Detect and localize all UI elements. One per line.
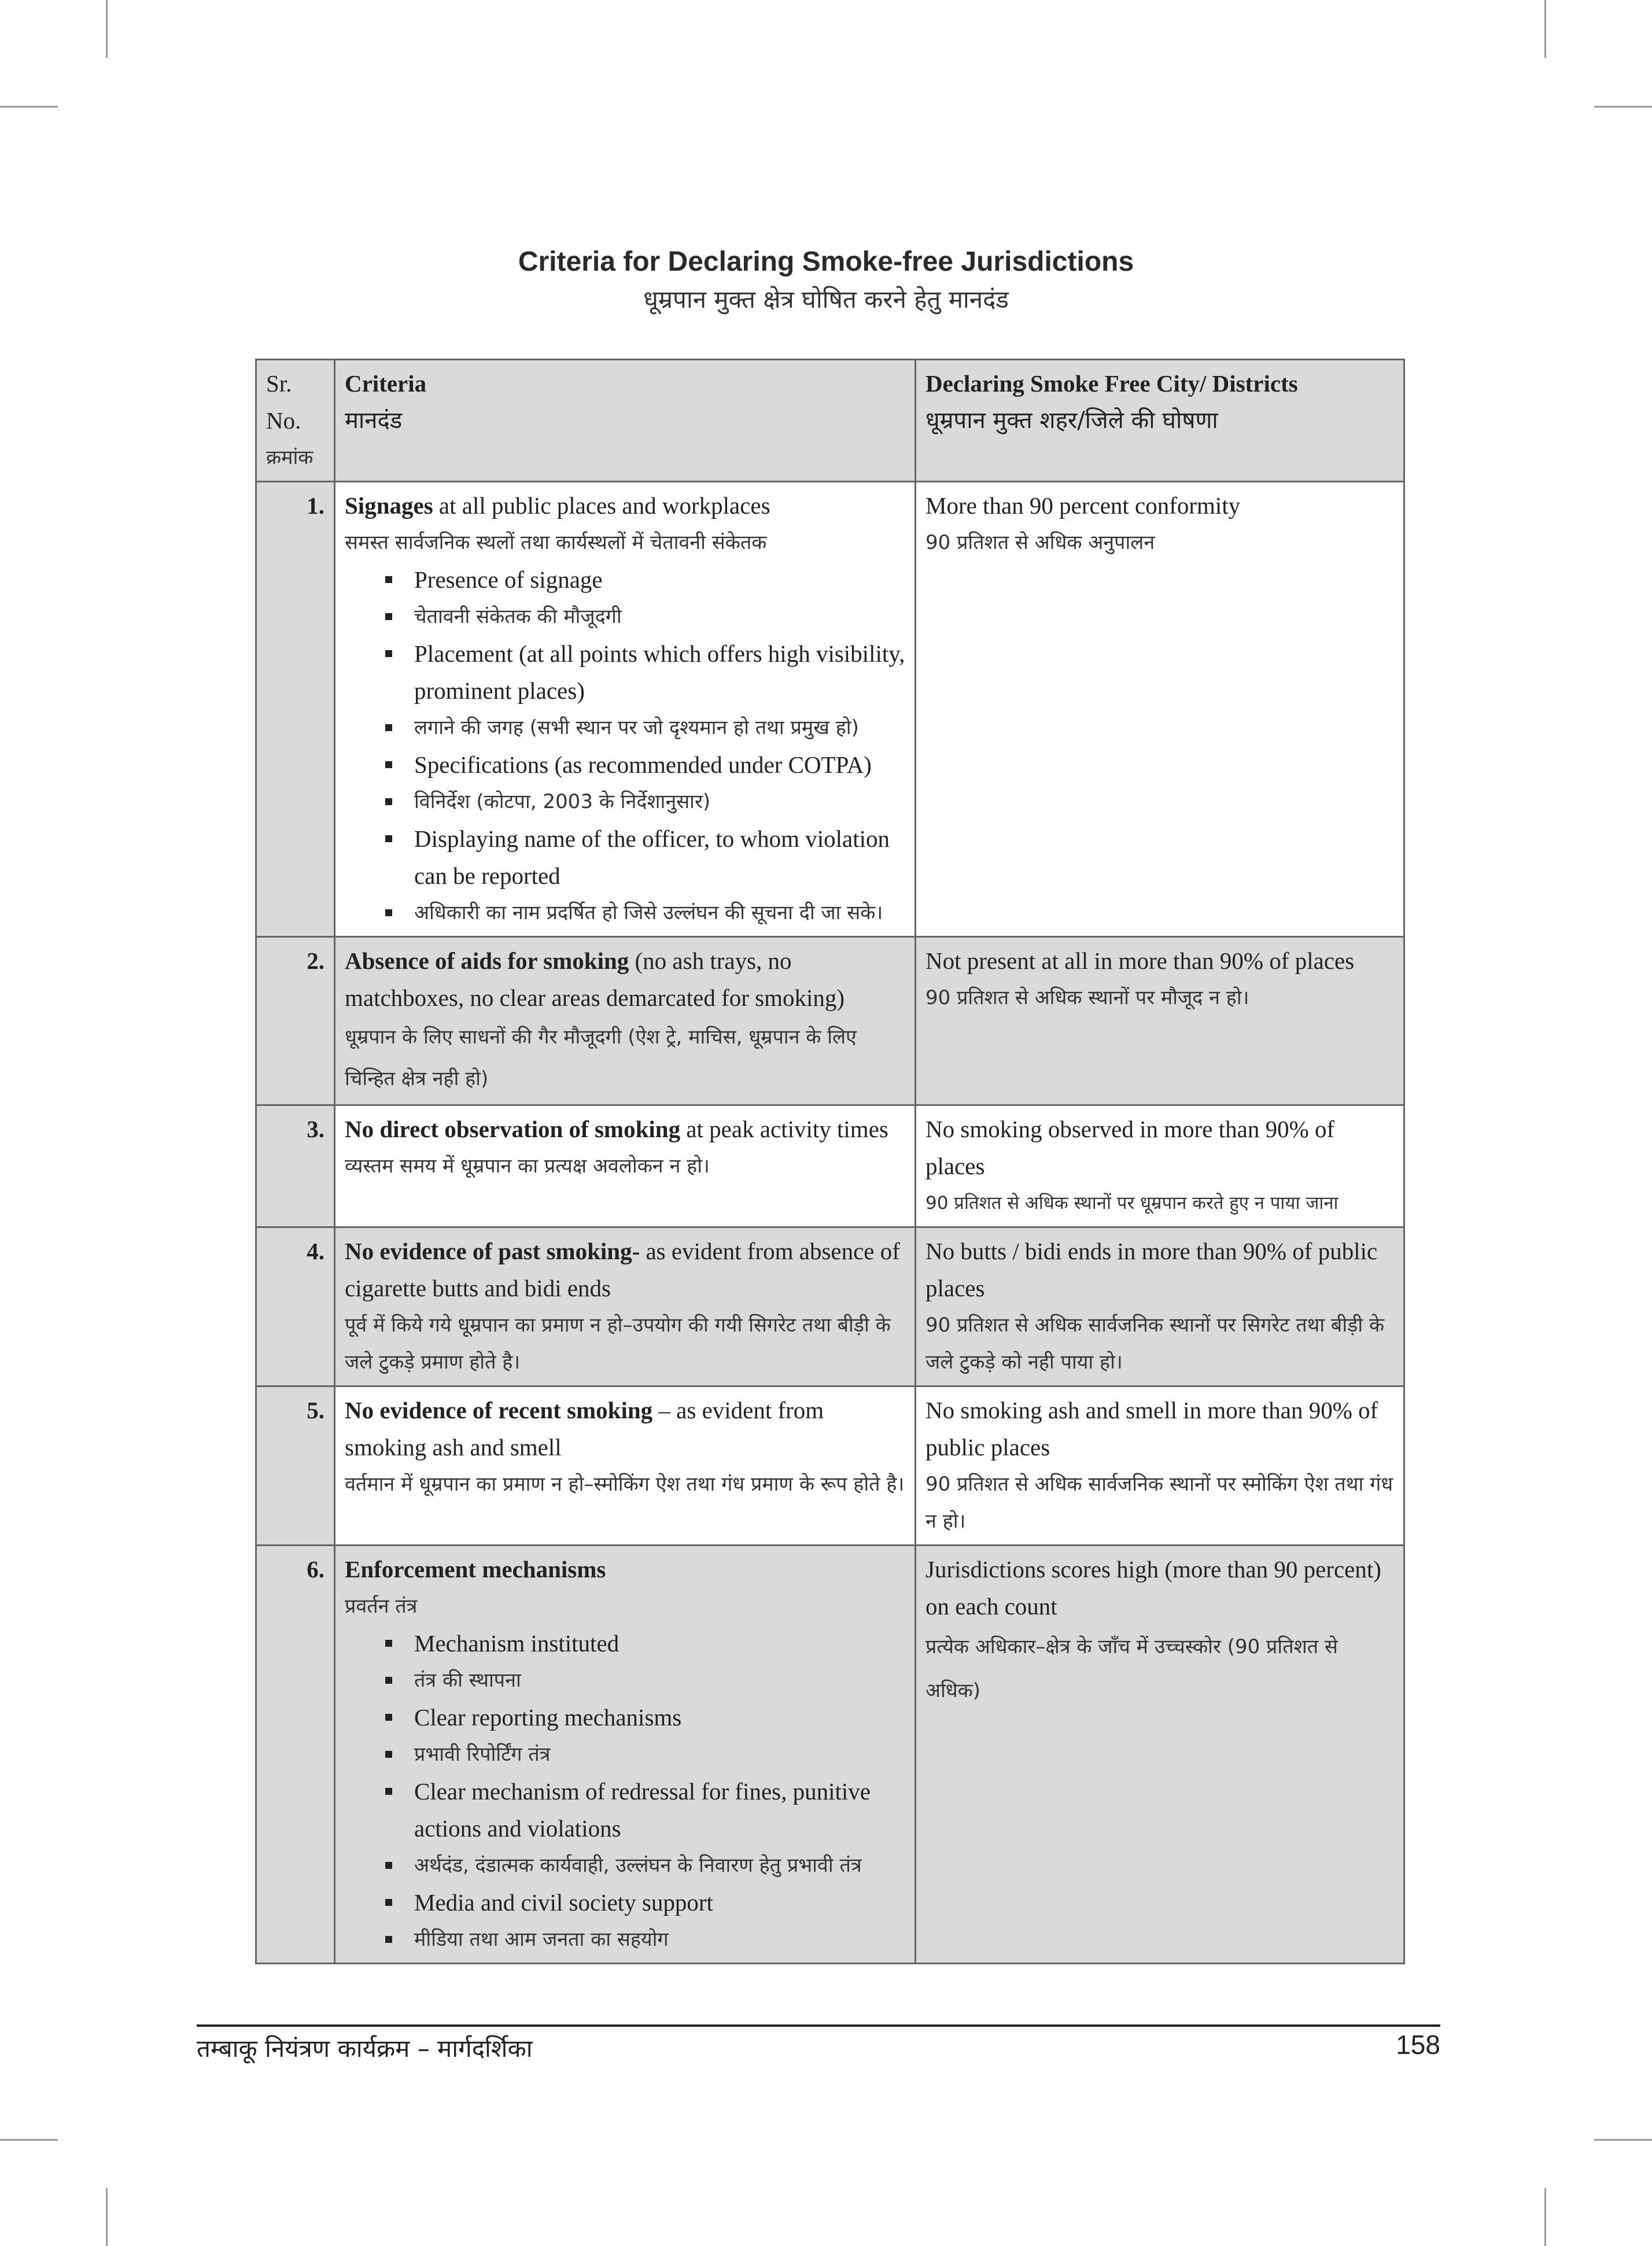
declaring-en: No smoking ash and smell in more than 90% of public places — [925, 1397, 1378, 1461]
criteria-title — [345, 487, 905, 524]
list-item: विनिर्देश (कोटपा, 2003 के निर्देशानुसार) — [385, 783, 905, 820]
criteria-table — [255, 359, 1405, 1964]
criteria-cell — [335, 482, 916, 937]
footer-divider — [197, 2024, 1440, 2027]
list-item: तंत्र की स्थापना — [385, 1662, 905, 1699]
declaring-cell — [916, 1386, 1404, 1546]
table-row — [256, 1227, 1404, 1386]
crop-mark — [1594, 106, 1652, 108]
header-declaring-en: Declaring Smoke Free City/ Districts — [925, 370, 1298, 397]
criteria-cell — [335, 1105, 916, 1227]
footer-title: तम्बाकू नियंत्रण कार्यक्रम – मार्गदर्शिका — [197, 2034, 533, 2063]
list-item: Media and civil society support — [385, 1884, 905, 1921]
list-item: Presence of signage — [385, 561, 905, 598]
criteria-cell — [335, 1227, 916, 1386]
criteria-hindi: पूर्व में किये गये धूम्रपान का प्रमाण न हो–उपयोग की गयी सिगरेट तथा बीड़ी के जले टुकड़े प्रमाण होते है। — [345, 1314, 891, 1374]
criteria-bullet-list — [345, 561, 905, 931]
header-criteria — [335, 360, 916, 482]
list-item: Clear reporting mechanisms — [385, 1699, 905, 1736]
crop-mark — [106, 0, 108, 58]
header-sr-hindi: क्रमांक — [266, 446, 314, 469]
criteria-rest: (no ash trays, no matchboxes, no clear areas demarcated for smoking) — [345, 947, 845, 1011]
row-number: 5. — [256, 1386, 335, 1546]
row-number: 3. — [256, 1105, 335, 1227]
criteria-rest: – as evident from smoking ash and smell — [345, 1397, 824, 1461]
table-row — [256, 1546, 1404, 1964]
criteria-rest: at all public places and workplaces — [433, 492, 770, 519]
declaring-hi: 90 प्रतिशत से अधिक स्थानों पर धूम्रपान करते हुए न पाया जाना — [925, 1193, 1338, 1214]
declaring-hi: 90 प्रतिशत से अधिक स्थानों पर मौजूद न हो। — [925, 986, 1249, 1009]
list-item: प्रभावी रिपोर्टिंग तंत्र — [385, 1736, 905, 1773]
criteria-hindi: समस्त सार्वजनिक स्थलों तथा कार्यस्थलों में चेतावनी संकेतक — [345, 531, 767, 554]
declaring-cell — [916, 482, 1404, 937]
declaring-hi: 90 प्रतिशत से अधिक अनुपालन — [925, 531, 1155, 554]
declaring-cell — [916, 1546, 1404, 1964]
declaring-en: More than 90 percent conformity — [925, 492, 1241, 519]
list-item: अधिकारी का नाम प्रदर्षित हो जिसे उल्लंघन की सूचना दी जा सके। — [385, 894, 905, 931]
table-row — [256, 482, 1404, 937]
page-title: Criteria for Declaring Smoke-free Jurisdictions — [518, 246, 1134, 277]
row-number: 6. — [256, 1546, 335, 1964]
criteria-rest: at peak activity times — [680, 1116, 888, 1142]
list-item: मीडिया तथा आम जनता का सहयोग — [385, 1921, 905, 1958]
criteria-title — [345, 1111, 905, 1148]
row-number: 1. — [256, 482, 335, 937]
header-sr-label: Sr. — [266, 370, 292, 397]
header-criteria-hi: मानदंड — [345, 407, 403, 434]
declaring-en: Not present at all in more than 90% of places — [925, 947, 1355, 974]
criteria-lead: No evidence of recent smoking — [345, 1397, 653, 1423]
criteria-hindi: प्रवर्तन तंत्र — [345, 1595, 418, 1618]
declaring-en: Jurisdictions scores high (more than 90 percent) on each count — [925, 1556, 1381, 1620]
criteria-lead: Absence of aids for smoking — [345, 947, 629, 974]
table-row — [256, 1386, 1404, 1546]
header-declaring-hi: धूम्रपान मुक्त शहर/जिले की घोषणा — [925, 407, 1218, 434]
page-number: 158 — [1396, 2030, 1440, 2060]
crop-mark — [1594, 2139, 1652, 2141]
list-item: Displaying name of the officer, to whom violation can be reported — [385, 820, 905, 894]
criteria-cell — [335, 1546, 916, 1964]
criteria-hindi: व्यस्तम समय में धूम्रपान का प्रत्यक्ष अवलोकन न हो। — [345, 1155, 710, 1178]
table-header-row — [256, 360, 1404, 482]
header-criteria-en: Criteria — [345, 370, 427, 397]
list-item: अर्थदंड, दंडात्मक कार्यवाही, उल्लंघन के निवारण हेतु प्रभावी तंत्र — [385, 1847, 905, 1884]
row-number: 2. — [256, 937, 335, 1105]
declaring-en: No butts / bidi ends in more than 90% of public places — [925, 1238, 1378, 1301]
list-item: चेतावनी संकेतक की मौजूदगी — [385, 598, 905, 635]
criteria-title — [345, 1551, 905, 1588]
declaring-hi: प्रत्येक अधिकार–क्षेत्र के जाँच में उच्चस्कोर (90 प्रतिशत से अधिक) — [925, 1635, 1338, 1702]
criteria-title — [345, 1233, 905, 1307]
declaring-cell — [916, 937, 1404, 1105]
criteria-title — [345, 942, 905, 1016]
criteria-hindi: धूम्रपान के लिए साधनों की गैर मौजूदगी (ऐश ट्रे, माचिस, धूम्रपान के लिए चिन्हित क्षेत्र नही हो) — [345, 1026, 857, 1090]
header-sr-no — [256, 360, 335, 482]
declaring-en: No smoking observed in more than 90% of places — [925, 1116, 1335, 1179]
criteria-bullet-list — [345, 1625, 905, 1958]
list-item: Specifications (as recommended under COTPA) — [385, 746, 905, 783]
page-title-block — [0, 246, 1652, 315]
criteria-cell — [335, 937, 916, 1105]
crop-mark — [0, 106, 58, 108]
criteria-lead: Signages — [345, 492, 433, 519]
table-row — [256, 1105, 1404, 1227]
criteria-hindi: वर्तमान में धूम्रपान का प्रमाण न हो–स्मोकिंग ऐश तथा गंध प्रमाण के रूप होते है। — [345, 1473, 905, 1496]
declaring-hi: 90 प्रतिशत से अधिक सार्वजनिक स्थानों पर सिगरेट तथा बीड़ी के जले टुकड़े को नही पाया हो। — [925, 1314, 1385, 1374]
criteria-lead: Enforcement mechanisms — [345, 1556, 606, 1583]
declaring-hi: 90 प्रतिशत से अधिक सार्वजनिक स्थानों पर स्मोकिंग ऐश तथा गंध न हो। — [925, 1473, 1393, 1533]
header-no-label: No. — [266, 407, 301, 434]
crop-mark — [1544, 2188, 1546, 2246]
crop-mark — [0, 2139, 58, 2141]
criteria-title — [345, 1392, 905, 1466]
crop-mark — [1544, 0, 1546, 58]
criteria-lead: No evidence of past smoking- — [345, 1238, 640, 1264]
crop-mark — [106, 2188, 108, 2246]
row-number: 4. — [256, 1227, 335, 1386]
list-item: Clear mechanism of redressal for fines, punitive actions and violations — [385, 1773, 905, 1847]
header-declaring — [916, 360, 1404, 482]
list-item: लगाने की जगह (सभी स्थान पर जो दृश्यमान हो तथा प्रमुख हो) — [385, 709, 905, 746]
page-subtitle-hindi: धूम्रपान मुक्त क्षेत्र घोषित करने हेतु मानदंड — [643, 285, 1009, 314]
declaring-cell — [916, 1105, 1404, 1227]
criteria-rest: as evident from absence of cigarette butts and bidi ends — [345, 1238, 900, 1301]
list-item: Mechanism instituted — [385, 1625, 905, 1662]
criteria-cell — [335, 1386, 916, 1546]
table-row — [256, 937, 1404, 1105]
declaring-cell — [916, 1227, 1404, 1386]
list-item: Placement (at all points which offers high visibility, prominent places) — [385, 635, 905, 709]
criteria-lead: No direct observation of smoking — [345, 1116, 681, 1142]
